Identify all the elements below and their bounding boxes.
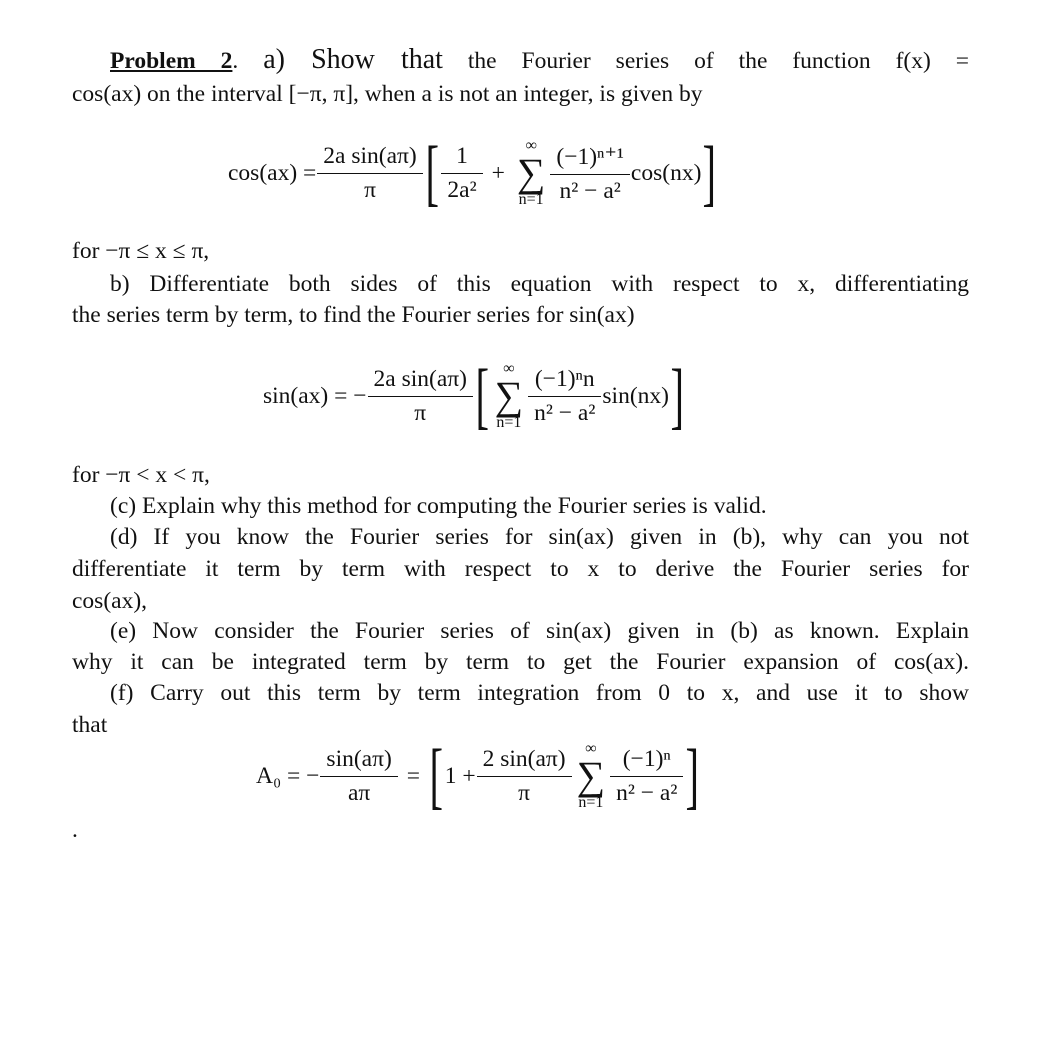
eq2-summation	[495, 361, 524, 431]
eq3-frac	[323, 746, 394, 807]
eq3-frac2-den: π	[477, 776, 572, 807]
part-e-line1: (e) Now consider the Fourier series of sin(ax) given in (b) as known. Explain	[110, 618, 969, 644]
part-d-line1: (d) If you know the Fourier series for sin(ax) given in (b), why can you not	[110, 524, 969, 550]
eq3-frac2-num: 2 sin(aπ)	[482, 745, 566, 772]
eq1-summation	[517, 138, 546, 208]
problem-label: Problem 2	[110, 48, 233, 74]
sum-lower: n=1	[518, 191, 544, 208]
eq1-term-frac	[553, 142, 627, 205]
right-bracket: ]	[685, 735, 700, 817]
part-d-line3: cos(ax),	[72, 588, 148, 614]
part-a-intro: a) Show that	[263, 44, 443, 75]
eq1-prefactor-num: 2a sin(aπ)	[323, 142, 417, 169]
left-bracket: [	[425, 132, 439, 214]
eq1-prefactor-den: π	[317, 173, 422, 204]
eq1-inner-num: 1	[456, 142, 468, 169]
equation-sin-series	[263, 352, 686, 440]
eq2-lhs: sin(ax) = −	[263, 382, 367, 409]
sigma-symbol: ∑	[576, 753, 606, 798]
eq3-term-num: (−1)ⁿ	[622, 745, 671, 772]
part-d-line2: differentiate it term by term with respect to x to derive the Fourier series for	[72, 556, 969, 582]
range-b: for −π < x < π,	[72, 462, 210, 488]
eq3-equals: =	[406, 762, 421, 789]
right-bracket: ]	[702, 132, 717, 214]
eq1-inner-den: 2a²	[441, 173, 482, 204]
sum-upper: ∞	[525, 137, 537, 154]
eq2-prefactor-den: π	[368, 396, 473, 427]
eq2-term-num: (−1)ⁿn	[534, 365, 595, 392]
sum-lower: n=1	[578, 794, 604, 811]
eq3-lhs: A₀ = −	[256, 762, 320, 789]
eq1-prefactor	[320, 143, 419, 204]
eq1-plus: +	[491, 159, 505, 186]
eq2-term-tail: sin(nx)	[602, 382, 669, 409]
eq3-frac-den: aπ	[320, 776, 397, 807]
part-b-line2: the series term by term, to find the Fourier series for sin(ax)	[72, 302, 635, 328]
eq3-frac2	[480, 746, 569, 807]
trailing-dot: .	[72, 817, 78, 843]
right-bracket: ]	[670, 355, 685, 437]
eq2-term-den: n² − a²	[528, 396, 601, 427]
eq1-term-num: (−1)ⁿ⁺¹	[556, 143, 624, 170]
part-a-line2: cos(ax) on the interval [−π, π], when a is not an integer, is given by	[72, 81, 703, 107]
eq3-one-plus: 1 +	[444, 762, 476, 789]
equation-a0	[256, 732, 701, 820]
sum-lower: n=1	[496, 414, 522, 431]
eq1-inner-frac	[444, 143, 479, 204]
sum-upper: ∞	[503, 360, 515, 377]
problem-line-1	[110, 45, 969, 76]
range-a: for −π ≤ x ≤ π,	[72, 238, 210, 264]
eq3-summation	[577, 741, 606, 811]
left-bracket: [	[475, 355, 490, 437]
sum-upper: ∞	[585, 740, 597, 757]
eq1-term-tail: cos(nx)	[630, 159, 702, 186]
eq2-prefactor-num: 2a sin(aπ)	[373, 365, 467, 392]
eq3-term-den: n² − a²	[610, 776, 683, 807]
label-period: .	[232, 48, 239, 74]
eq1-lhs: cos(ax) =	[228, 159, 317, 186]
equation-cos-series	[228, 128, 718, 218]
eq3-frac-num: sin(aπ)	[326, 745, 392, 772]
eq1-term-den: n² − a²	[550, 174, 630, 205]
eq2-prefactor	[371, 366, 470, 427]
part-f-line2: that	[72, 712, 108, 738]
sigma-symbol: ∑	[494, 373, 524, 418]
eq3-term-frac	[613, 746, 680, 807]
part-b-line1: b) Differentiate both sides of this equation with respect to x, differentiating	[110, 271, 969, 297]
eq2-term-frac	[531, 366, 598, 427]
left-bracket: [	[429, 735, 444, 817]
part-e-line2: why it can be integrated term by term to get the Fourier expansion of cos(ax).	[72, 649, 969, 675]
part-f-line1: (f) Carry out this term by term integration from 0 to x, and use it to show	[110, 680, 969, 706]
part-c: (c) Explain why this method for computing the Fourier series is valid.	[110, 493, 767, 519]
part-a-line1-rest: the Fourier series of the function f(x) =	[467, 48, 970, 74]
sigma-symbol: ∑	[516, 150, 546, 195]
